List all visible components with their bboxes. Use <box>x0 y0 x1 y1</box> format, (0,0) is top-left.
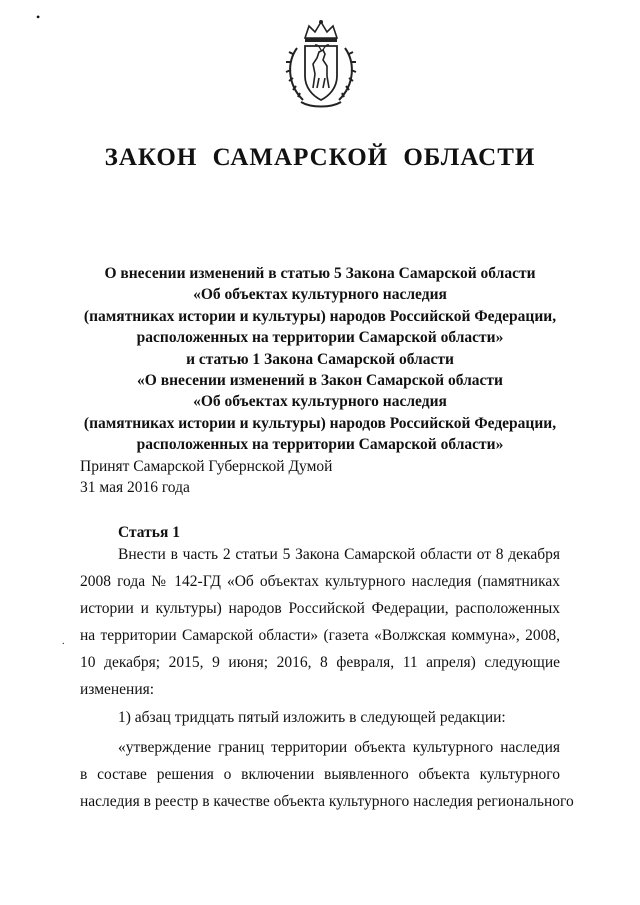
paragraph-line: 2008 года № 142-ГД «Об объектах культурного наследия (памятниках <box>80 573 560 590</box>
margin-mark: • <box>36 10 41 24</box>
paragraph-line: изменения: <box>80 681 155 698</box>
subject-line: О внесении изменений в статью 5 Закона Самарской области <box>104 265 536 282</box>
subject-line: «О внесении изменений в Закон Самарской области <box>137 372 503 390</box>
paragraph-item-1 <box>80 704 560 731</box>
subject-line: расположенных на территории Самарской области» <box>136 436 504 454</box>
adopted-by: Принят Самарской Губернской Думой <box>80 458 333 475</box>
adopted-date: 31 мая 2016 года <box>80 479 190 496</box>
subject-line: и статью 1 Закона Самарской области <box>186 350 454 368</box>
law-title: ЗАКОН САМАРСКОЙ ОБЛАСТИ <box>104 144 536 171</box>
paragraph-line: наследия в реестр в качестве объекта культурного наследия регионального <box>80 793 574 810</box>
paragraph-line: 1) абзац тридцать пятый изложить в следующей редакции: <box>118 709 506 726</box>
paragraph-amendment <box>80 541 560 703</box>
subject-line: (памятниках истории и культуры) народов Российской Федерации, <box>83 307 557 325</box>
paragraph-line: истории и культуры) народов Российской Федерации, расположенных <box>80 600 560 617</box>
adoption-info <box>80 456 332 498</box>
paragraph-line: Внести в часть 2 статьи 5 Закона Самарской области от 8 декабря <box>118 546 560 563</box>
law-subject <box>60 263 580 456</box>
subject-line: «Об объектах культурного наследия <box>193 393 447 411</box>
paragraph-quoted <box>80 734 574 815</box>
paragraph-line: «утверждение границ территории объекта культурного наследия <box>118 739 560 756</box>
subject-line: (памятниках истории и культуры) народов Российской Федерации, <box>83 414 557 432</box>
margin-dot: . <box>62 636 65 647</box>
paragraph-line: 10 декабря; 2015, 9 июня; 2016, 8 февраля, 11 апреля) следующие <box>80 654 560 671</box>
subject-line: «Об объектах культурного наследия <box>193 286 447 304</box>
article-heading: Статья 1 <box>118 524 180 541</box>
paragraph-line: в составе решения о включении выявленного объекта культурного <box>80 766 560 783</box>
subject-line: расположенных на территории Самарской области» <box>136 329 504 347</box>
samara-coat-of-arms-icon <box>283 18 359 110</box>
paragraph-line: на территории Самарской области» (газета «Волжская коммуна», 2008, <box>80 627 560 644</box>
